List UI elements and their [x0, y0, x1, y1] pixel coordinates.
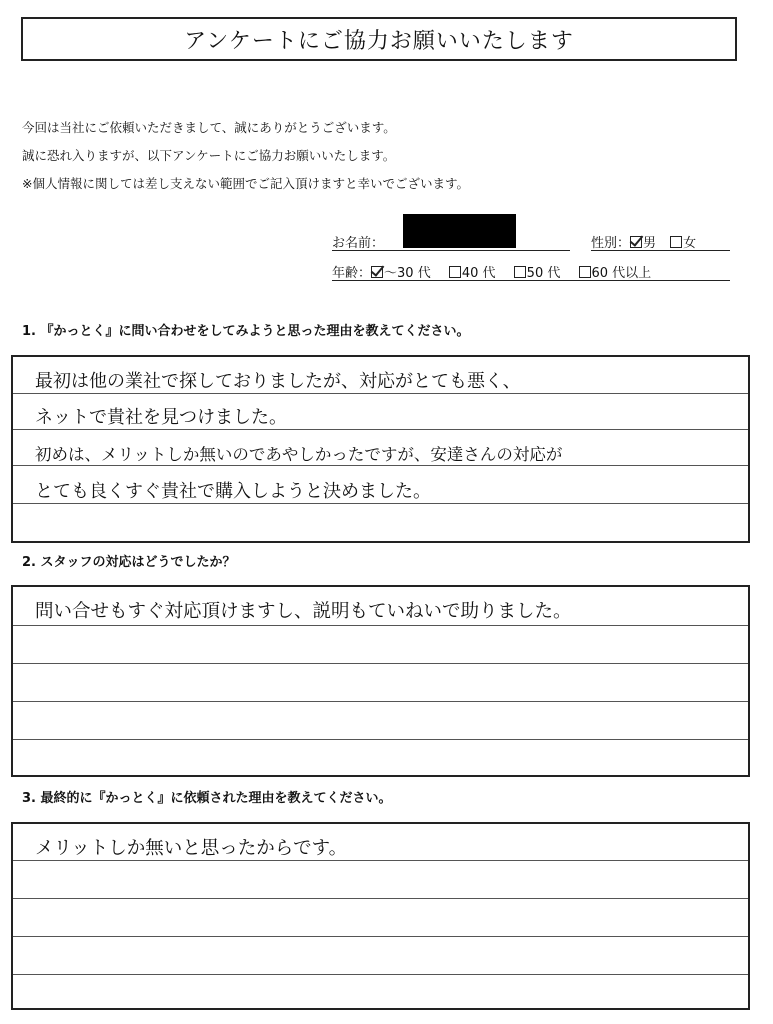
checkbox-age-40s[interactable]	[449, 266, 461, 278]
intro-line-3: ※個人情報に関しては差し支えない範囲でご記入頂けますと幸いでございます。	[22, 176, 469, 191]
answer-rule	[13, 625, 748, 626]
age-underline	[332, 280, 730, 281]
answer-box-2[interactable]	[11, 585, 750, 777]
gender-underline	[591, 250, 730, 251]
answer-1-line-2: ネットで貴社を見つけました。	[35, 407, 287, 428]
gender-option-male: 男	[643, 236, 657, 251]
answer-3-line-1: メリットしか無いと思ったからです。	[35, 838, 348, 859]
name-underline	[332, 250, 570, 251]
age-label: 年齢：	[332, 266, 372, 281]
checkbox-age-under30[interactable]	[371, 266, 383, 278]
answer-rule	[13, 429, 748, 430]
answer-rule	[13, 739, 748, 740]
answer-rule	[13, 663, 748, 664]
question-3-label: 3. 最終的に『かっとく』に依頼された理由を教えてください。	[22, 791, 392, 806]
age-option-50s: 50 代	[526, 266, 561, 281]
intro-line-2: 誠に恐れ入りますが、以下アンケートにご協力お願いいたします。	[22, 148, 396, 163]
answer-rule	[13, 860, 748, 861]
answer-box-1[interactable]	[11, 355, 750, 543]
answer-rule	[13, 974, 748, 975]
answer-rule	[13, 393, 748, 394]
checkbox-female[interactable]	[670, 236, 682, 248]
question-2-label: 2. スタッフの対応はどうでしたか？	[22, 555, 236, 570]
redacted-name	[403, 214, 516, 248]
checkbox-male[interactable]	[630, 236, 642, 248]
survey-title: アンケートにご協力お願いいたします	[184, 28, 574, 54]
age-option-40s: 40 代	[461, 266, 496, 281]
age-field	[332, 262, 651, 281]
gender-option-female: 女	[683, 236, 697, 251]
gender-label: 性別：	[591, 236, 631, 251]
checkbox-age-60plus[interactable]	[579, 266, 591, 278]
gender-field	[591, 232, 696, 251]
survey-title-box	[21, 17, 737, 61]
answer-rule	[13, 936, 748, 937]
answer-1-line-1: 最初は他の業社で探しておりましたが、対応がとても悪く、	[35, 371, 521, 392]
answer-1-line-4: とても良くすぐ貴社で購入しようと決めました。	[35, 481, 431, 502]
answer-rule	[13, 465, 748, 466]
intro-line-1: 今回は当社にご依頼いただきまして、誠にありがとうございます。	[22, 120, 396, 135]
age-option-under30: ～30 代	[384, 266, 431, 281]
answer-2-line-1: 問い合せもすぐ対応頂けますし、説明もていねいで助りました。	[35, 601, 572, 622]
checkbox-age-50s[interactable]	[514, 266, 526, 278]
name-label: お名前：	[332, 236, 385, 251]
age-option-60plus: 60 代以上	[591, 266, 652, 281]
answer-rule	[13, 503, 748, 504]
answer-rule	[13, 898, 748, 899]
answer-box-3[interactable]	[11, 822, 750, 1010]
answer-rule	[13, 701, 748, 702]
answer-1-line-3: 初めは、メリットしか無いのであやしかったですが、安達さんの対応が	[35, 445, 563, 464]
question-1-label: 1. 『かっとく』に問い合わせをしてみようと思った理由を教えてください。	[22, 324, 470, 339]
